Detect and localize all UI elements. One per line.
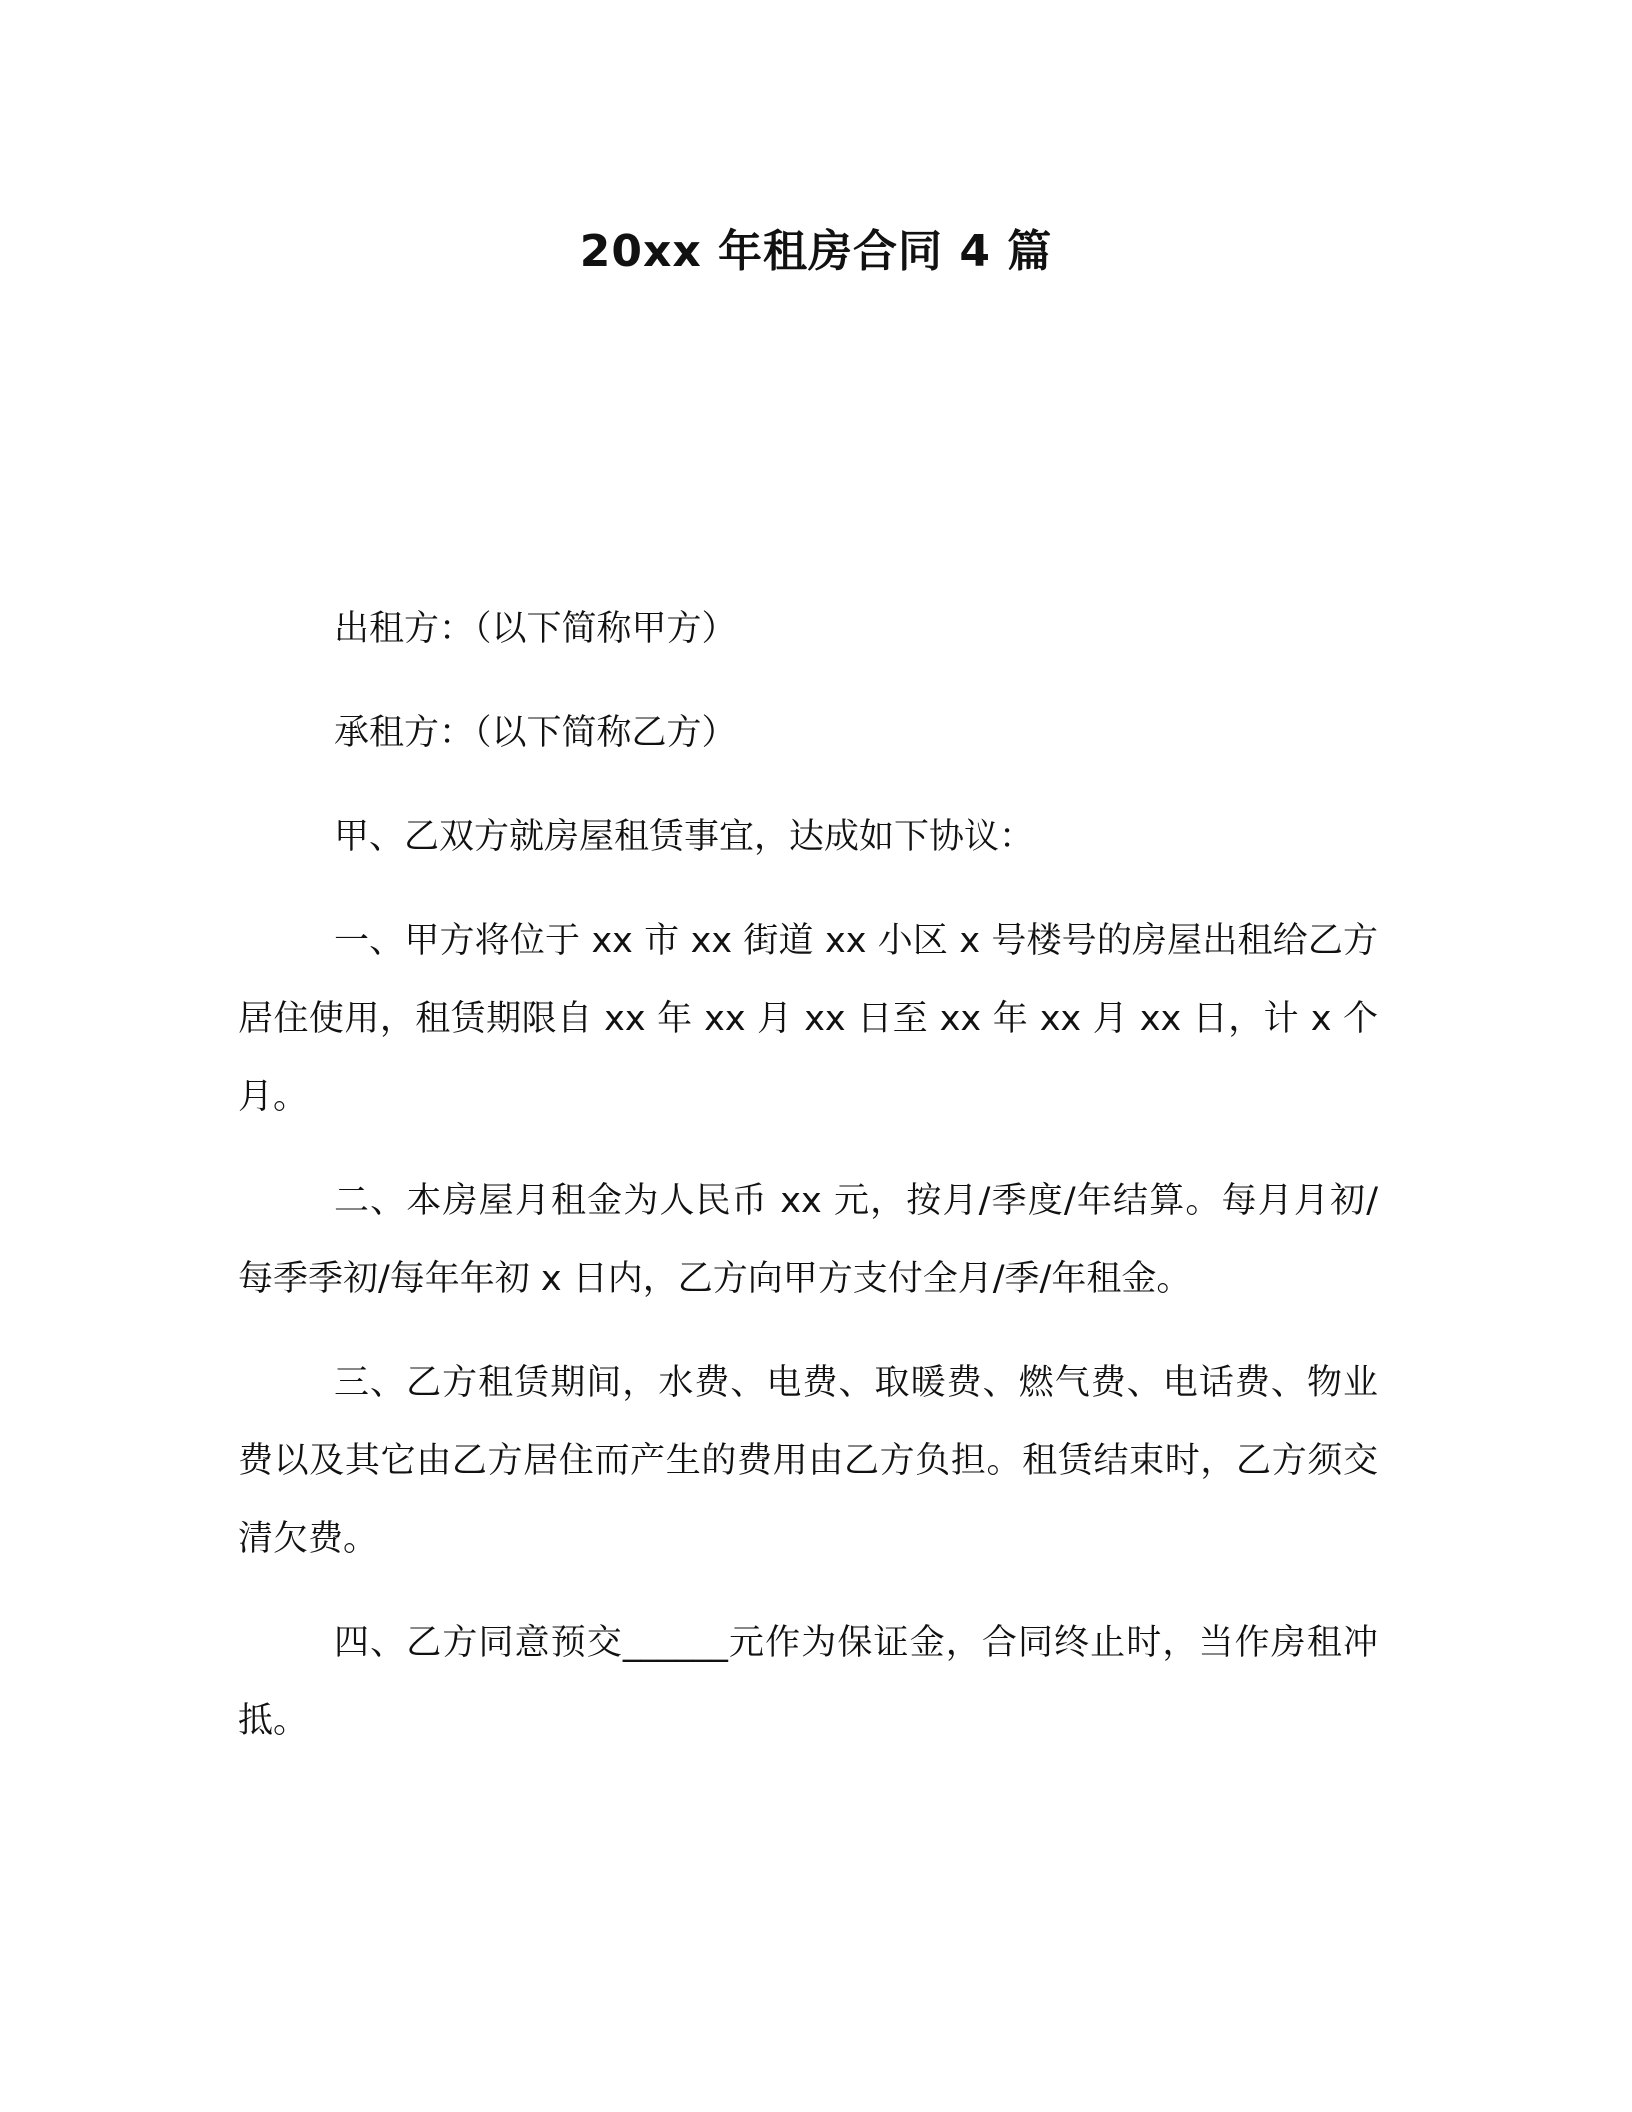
clause-two: 二、本房屋月租金为人民币 xx 元，按月/季度/年结算。每月月初/每季季初/每年年初 x 日内，乙方向甲方支付全月/季/年租金。 (238, 1181, 1378, 1299)
clause-four: 四、乙方同意预交______元作为保证金，合同终止时，当作房租冲抵。 (238, 1623, 1378, 1741)
document-title: 20xx 年租房合同 4 篇 (579, 226, 1053, 277)
clause-one: 一、甲方将位于 xx 市 xx 街道 xx 小区 x 号楼号的房屋出租给乙方居住使用，租赁期限自 xx 年 xx 月 xx 日至 xx 年 xx 月 xx 日，计 x 个月。 (238, 921, 1378, 1117)
document-body (238, 590, 1378, 1786)
clause-three: 三、乙方租赁期间，水费、电费、取暖费、燃气费、电话费、物业费以及其它由乙方居住而产生的费用由乙方负担。租赁结束时，乙方须交清欠费。 (238, 1363, 1378, 1559)
agreement-intro: 甲、乙双方就房屋租赁事宜，达成如下协议： (334, 817, 1035, 857)
lessee-line: 承租方：（以下简称乙方） (334, 713, 737, 753)
lessor-line: 出租方：（以下简称甲方） (334, 609, 737, 649)
